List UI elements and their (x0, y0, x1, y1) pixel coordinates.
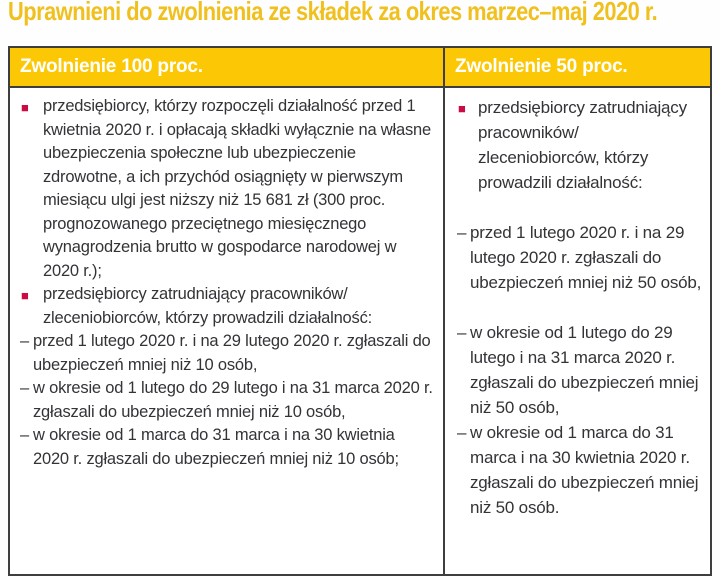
item-text: przedsiębiorcy zatrudniający pracowników/ zleceniobiorców, którzy prowadzili działalność: (478, 98, 687, 192)
page-title: Uprawnieni do zwolnienia ze składek za okres marzec–maj 2020 r. (8, 0, 658, 26)
exemption-table (8, 46, 712, 576)
bullet-item (457, 95, 702, 195)
dash-item (20, 424, 434, 471)
item-text: w okresie od 1 lutego do 29 lutego i na 31 marca 2020 r. zgłaszali do ubezpieczeń mniej niż 50 osób, (470, 323, 699, 417)
table-body-row (10, 88, 710, 574)
column-50-percent-content (445, 88, 710, 574)
dash-icon: – (457, 423, 467, 442)
dash-item (457, 220, 702, 295)
dash-icon: – (20, 379, 29, 397)
item-text: w okresie od 1 marca do 31 marca i na 30 kwietnia 2020 r. zgłaszali do ubezpieczeń mniej niż 50 osób. (470, 423, 699, 517)
dash-icon: – (457, 223, 467, 242)
item-text: przed 1 lutego 2020 r. i na 29 lutego 2020 r. zgłaszali do ubezpieczeń mniej niż 10 osób, (33, 332, 431, 374)
column-100-percent-content (10, 88, 445, 574)
item-text: w okresie od 1 lutego do 29 lutego i na 31 marca 2020 r. zgłaszali do ubezpieczeń mniej niż 10 osób, (33, 379, 433, 421)
table-header-row (10, 48, 710, 88)
bullet-item (20, 95, 434, 283)
bullet-item (20, 283, 434, 330)
dash-item (457, 420, 702, 520)
item-text: przedsiębiorcy, którzy rozpoczęli działalność przed 1 kwietnia 2020 r. i opłacają składki wyłącznie na własne ubezpieczenia społeczne lub ubezpieczenie zdrowotne, a ich przychód osiągnięty w pierwszym miesiącu ulgi jest niższy niż 15 681 zł (300 proc. prognozowanego przeciętnego miesięcznego wynagrodzenia brutto w gospodarce narodowej w 2020 r.); (43, 97, 431, 280)
item-text: w okresie od 1 marca do 31 marca i na 30 kwietnia 2020 r. zgłaszali do ubezpieczeń mniej niż 10 osób; (33, 426, 399, 468)
dash-item (457, 320, 702, 420)
item-text: przedsiębiorcy zatrudniający pracowników/ zleceniobiorców, którzy prowadzili działalność: (43, 285, 373, 327)
dash-icon: – (20, 426, 29, 444)
item-text: przed 1 lutego 2020 r. i na 29 lutego 2020 r. zgłaszali do ubezpieczeń mniej niż 50 osób, (470, 223, 702, 292)
bullet-square-icon: ■ (458, 101, 466, 116)
column-header-50-percent: Zwolnienie 50 proc. (455, 56, 628, 77)
dash-icon: – (20, 332, 29, 350)
dash-item (20, 377, 434, 424)
dash-item (20, 330, 434, 377)
bullet-square-icon: ■ (21, 288, 29, 303)
dash-icon: – (457, 323, 467, 342)
bullet-square-icon: ■ (21, 100, 29, 115)
column-header-100-percent: Zwolnienie 100 proc. (10, 48, 445, 86)
